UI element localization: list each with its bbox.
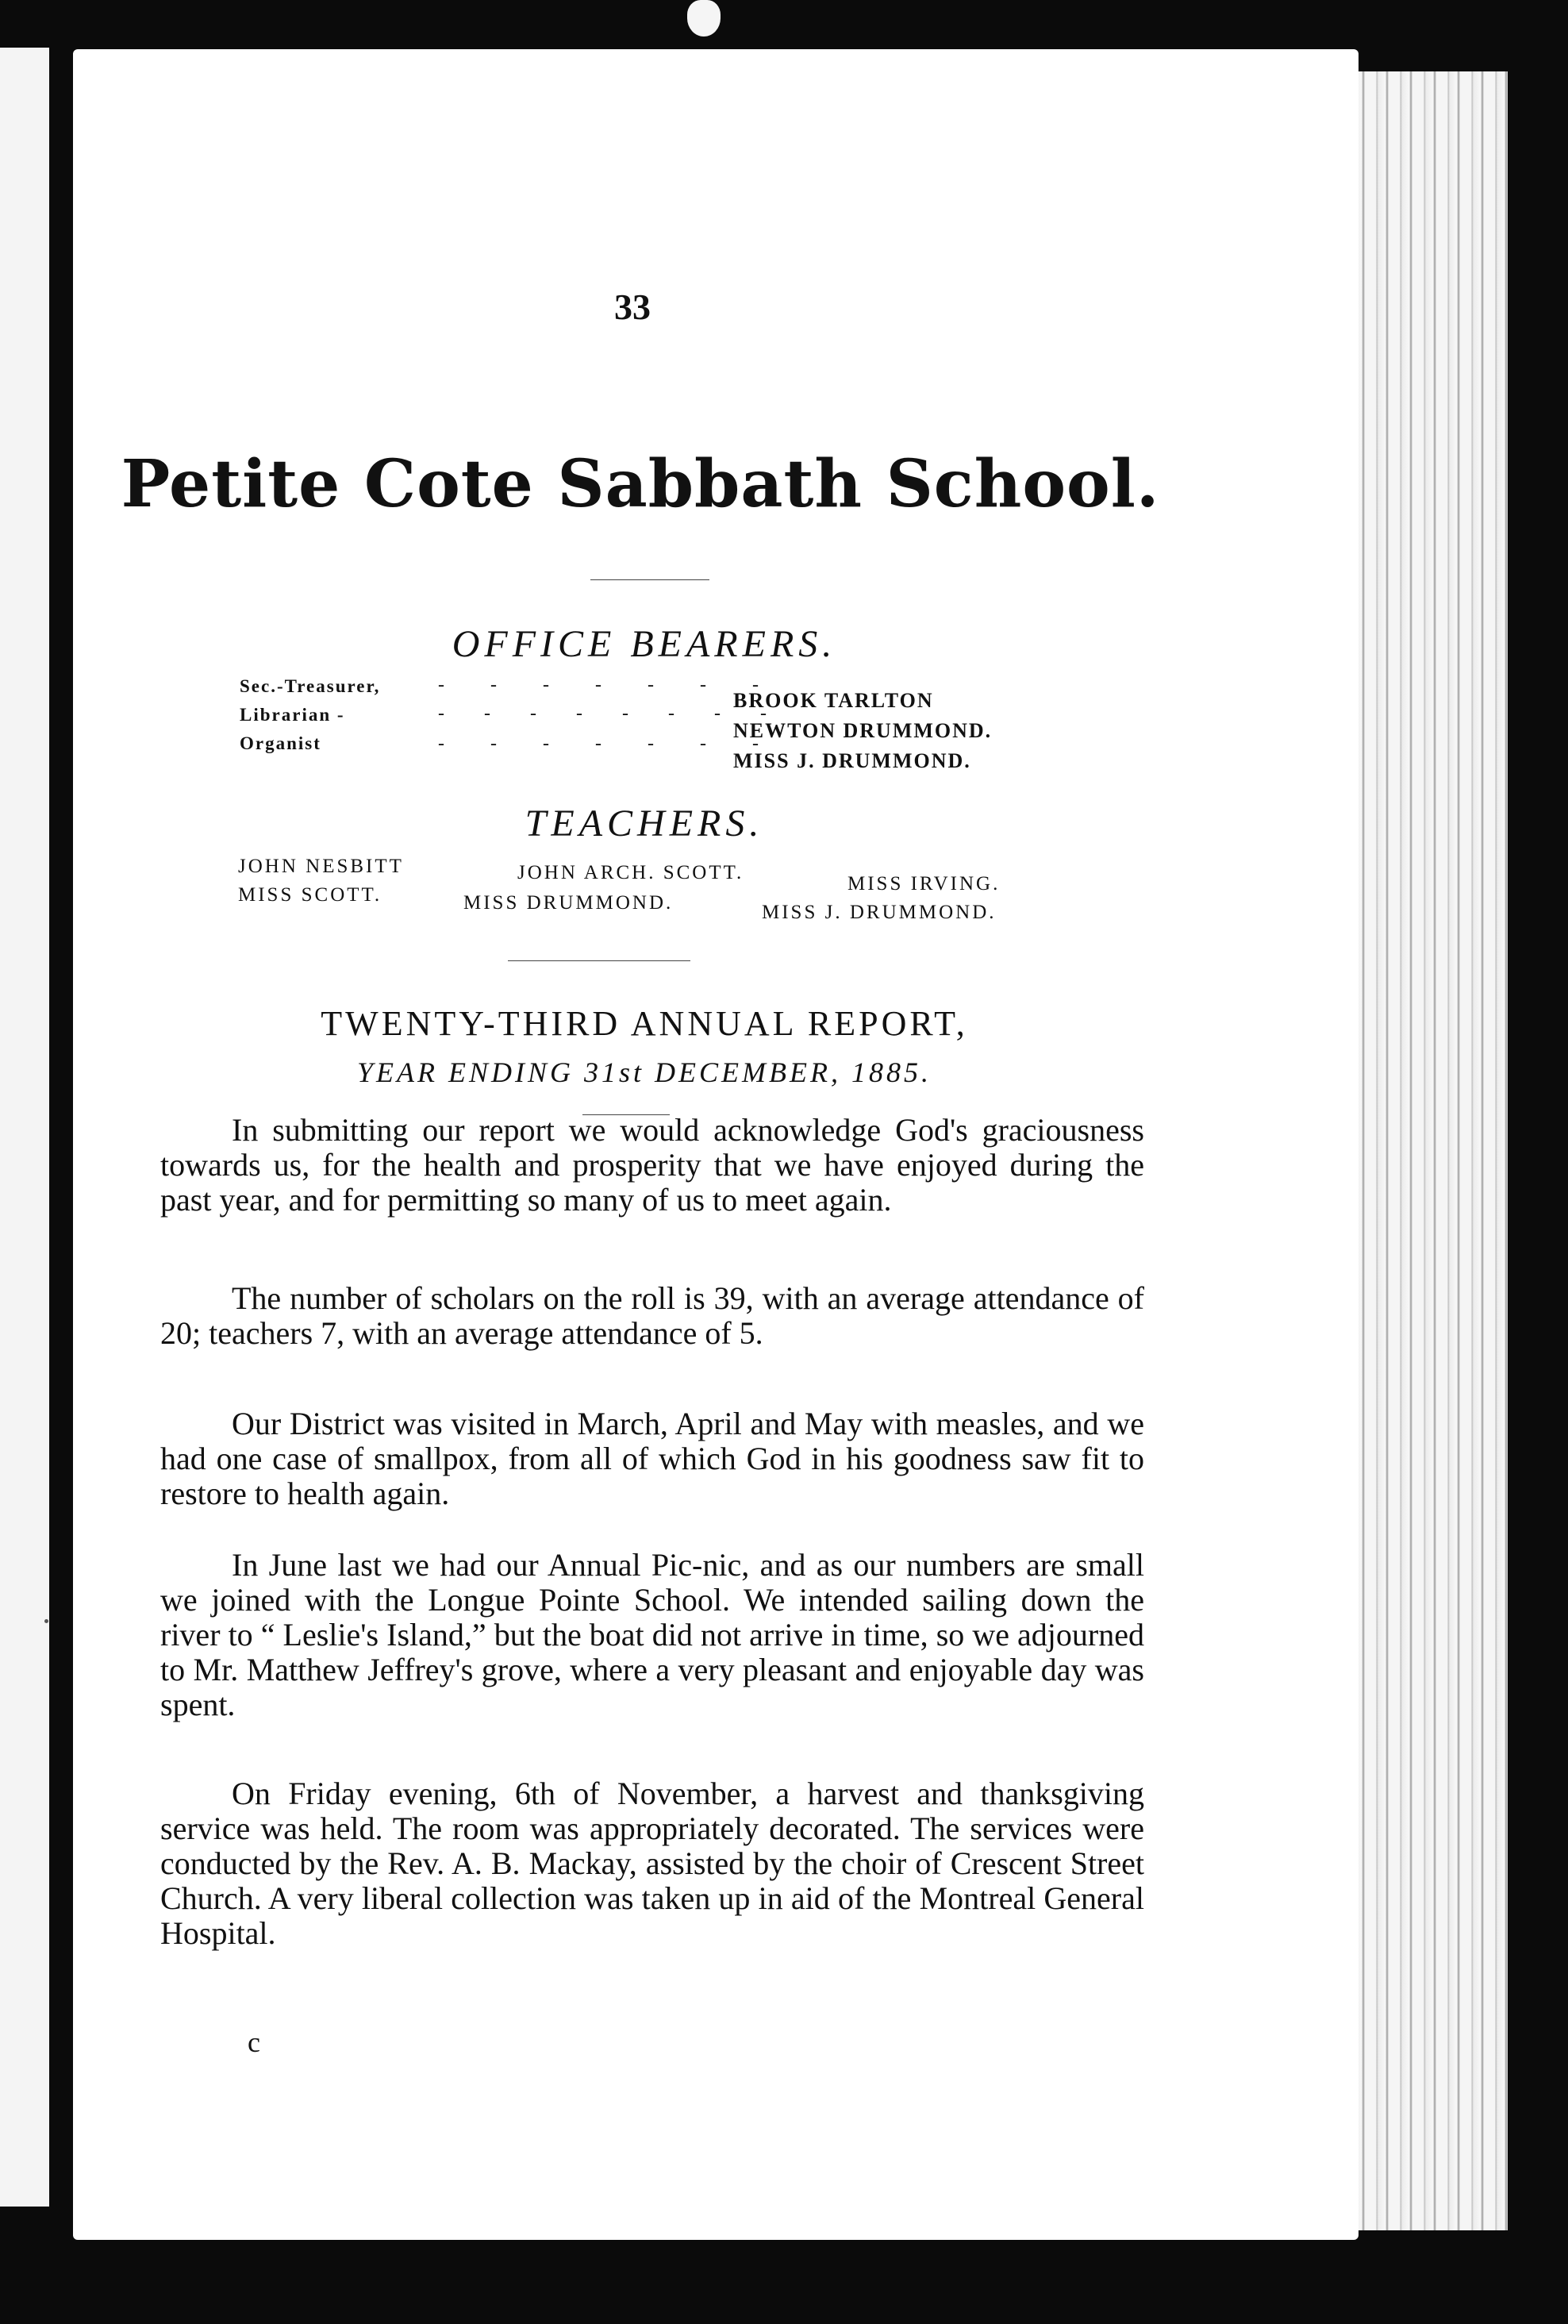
officer-leader-dots: - - - - - - - - — [438, 703, 784, 724]
officer-leader-dots: - - - - - - - — [438, 675, 779, 695]
page-edges-stack — [1341, 71, 1524, 2230]
binding-clip — [687, 0, 721, 37]
facing-page-edge — [0, 48, 49, 2207]
report-paragraph: The number of scholars on the roll is 39, with an average attendance of 20; teachers 7, with an average attendance of 5. — [160, 1280, 1144, 1351]
officer-name: MISS J. DRUMMOND. — [733, 749, 971, 772]
teachers-divider — [508, 960, 690, 961]
page-content — [73, 49, 1359, 2240]
teacher-name: JOHN NESBITT — [238, 856, 404, 877]
report-paragraph: In June last we had our Annual Pic-nic, and as our numbers are small we joined with the Longue Pointe School. We intended sailing down the river to “ Leslie's Island,” but the boat did not arrive in time, so we adjourned to Mr. Matthew Jeffrey's grove, where a very pleasant and enjoyable day was spent. — [160, 1547, 1144, 1722]
officer-name: BROOK TARLTON — [733, 689, 934, 712]
page-title: Petite Cote Sabbath School. — [121, 446, 1160, 522]
report-paragraph: Our District was visited in March, April and May with measles, and we had one case of smallpox, from all of which God in his goodness saw fit to restore to health again. — [160, 1406, 1144, 1511]
report-paragraph: On Friday evening, 6th of November, a harvest and thanksgiving service was held. The room was appropriately decorated. The services were conducted by the Rev. A. B. Mackay, assisted by the choir of Crescent Street Church. A very liberal collection was taken up in aid of the Montreal General Hospital. — [160, 1776, 1144, 1951]
office-bearers-heading: OFFICE BEARERS. — [452, 623, 837, 665]
teacher-name: MISS SCOTT. — [238, 884, 382, 906]
book-page — [73, 49, 1359, 2240]
officer-leader-dots: - - - - - - - — [438, 733, 779, 754]
teacher-name: MISS DRUMMOND. — [463, 892, 674, 914]
officer-role: Organist — [240, 733, 321, 753]
margin-speck — [44, 1619, 48, 1623]
page-number: 33 — [614, 287, 651, 327]
officer-role: Sec.-Treasurer, — [240, 676, 381, 696]
teacher-name: JOHN ARCH. SCOTT. — [517, 862, 744, 883]
officer-role: Librarian - — [240, 705, 345, 725]
title-divider — [590, 579, 709, 580]
report-subtitle: YEAR ENDING 31st DECEMBER, 1885. — [357, 1056, 932, 1088]
page-edges-shadow — [1508, 63, 1568, 2254]
officer-name: NEWTON DRUMMOND. — [733, 719, 993, 742]
signature-mark: c — [248, 2026, 260, 2058]
teacher-name: MISS J. DRUMMOND. — [762, 902, 997, 923]
report-paragraph: In submitting our report we would acknowledge God's graciousness towards us, for the health and prosperity that we have enjoyed during the past year, and for permitting so many of us to meet again. — [160, 1112, 1144, 1218]
teacher-name: MISS IRVING. — [847, 873, 1001, 895]
teachers-heading: TEACHERS. — [525, 802, 764, 845]
report-title: TWENTY-THIRD ANNUAL REPORT, — [321, 1004, 968, 1043]
